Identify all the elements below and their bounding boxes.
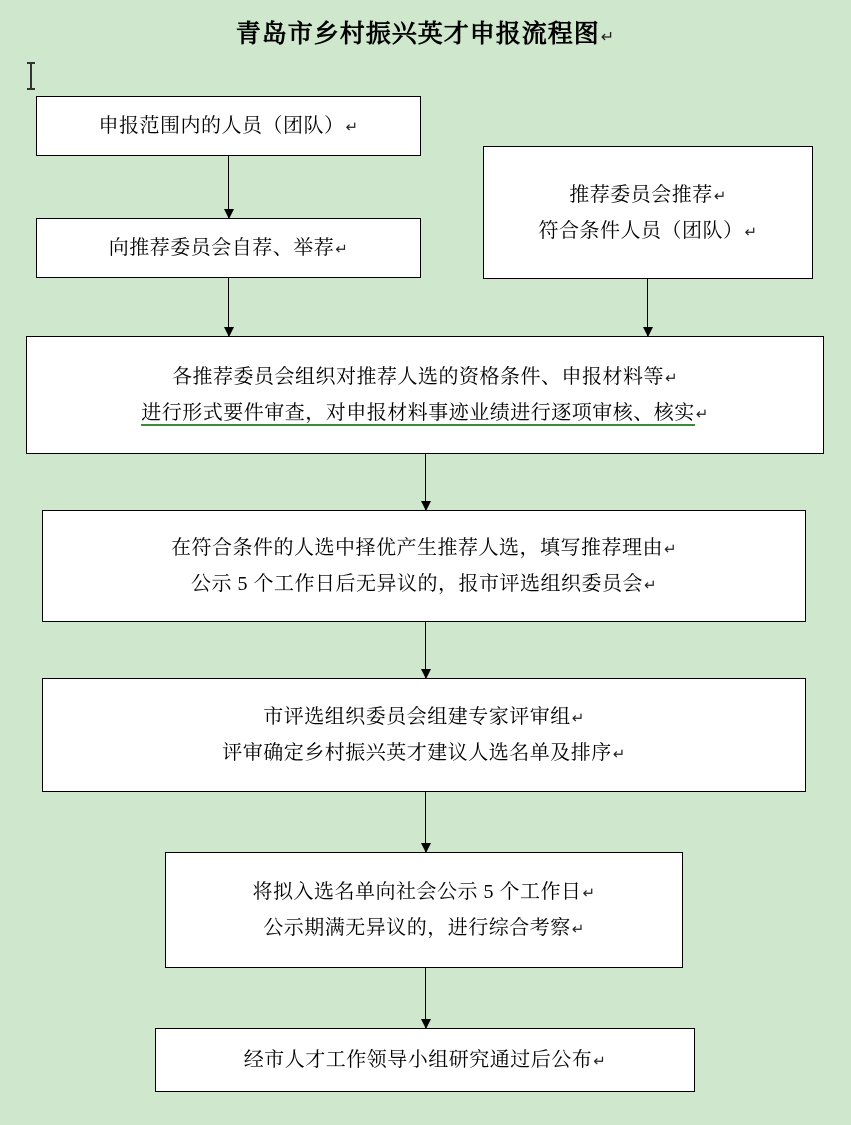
- node-qualification-review[interactable]: [26, 336, 824, 454]
- arrow-applicants-to-self-recommend: [228, 156, 229, 218]
- arrow-expert-to-notice: [425, 792, 426, 852]
- arrow-notice-to-approval: [425, 968, 426, 1028]
- page-title-text: 青岛市乡村振兴英才申报流程图: [235, 21, 600, 48]
- node-committee-recommend-line-2: 符合条件人员（团队）: [538, 219, 744, 242]
- paragraph-mark: ↵: [643, 577, 658, 594]
- node-self-recommend[interactable]: [36, 218, 421, 278]
- paragraph-mark-title: ↵: [600, 29, 616, 46]
- paragraph-mark: ↵: [612, 746, 626, 763]
- node-public-notice[interactable]: [165, 852, 683, 968]
- node-select-publicize[interactable]: [42, 510, 806, 622]
- node-select-publicize-line-1: 在符合条件的人选中择优产生推荐人选，填写推荐理由: [170, 537, 663, 559]
- node-committee-recommend[interactable]: [483, 146, 813, 279]
- node-self-recommend-line-1: 向推荐委员会自荐、举荐: [108, 237, 335, 259]
- paragraph-mark: ↵: [345, 119, 359, 136]
- node-expert-panel[interactable]: [42, 678, 806, 792]
- paragraph-mark: ↵: [713, 187, 727, 205]
- node-final-approval[interactable]: [155, 1028, 695, 1092]
- node-applicants-line-1: 申报范围内的人员（团队）: [98, 115, 345, 137]
- paragraph-mark: ↵: [571, 921, 585, 938]
- paragraph-mark: ↵: [664, 370, 679, 387]
- paragraph-mark: ↵: [744, 223, 758, 241]
- node-qualification-review-line-1: 各推荐委员会组织对推荐人选的资格条件、申报材料等: [171, 366, 664, 388]
- node-public-notice-line-2: 公示期满无异议的，进行综合考察: [263, 917, 571, 939]
- node-qualification-review-line-2: 进行形式要件审查，对申报材料事迹业绩进行逐项审核、核实: [141, 402, 695, 424]
- arrow-review-to-select: [425, 454, 426, 510]
- node-public-notice-line-1: 将拟入选名单向社会公示 5 个工作日: [252, 881, 582, 903]
- arrow-committee-to-review: [647, 279, 648, 336]
- node-expert-panel-line-1: 市评选组织委员会组建专家评审组: [263, 706, 571, 728]
- paragraph-mark: ↵: [663, 541, 678, 558]
- node-committee-recommend-line-1: 推荐委员会推荐: [569, 183, 713, 206]
- paragraph-mark: ↵: [593, 1053, 607, 1070]
- node-applicants[interactable]: [36, 96, 421, 156]
- paragraph-mark: ↵: [571, 710, 585, 727]
- node-select-publicize-line-2: 公示 5 个工作日后无异议的，报市评选组织委员会: [190, 573, 643, 595]
- arrow-self-recommend-to-review: [228, 278, 229, 336]
- paragraph-mark: ↵: [335, 241, 349, 258]
- page-title: [0, 14, 851, 50]
- text-cursor: [30, 62, 32, 90]
- node-final-approval-line-1: 经市人才工作领导小组研究通过后公布: [243, 1049, 593, 1071]
- arrow-select-to-expert: [425, 622, 426, 678]
- node-expert-panel-line-2: 评审确定乡村振兴英才建议人选名单及排序: [222, 742, 612, 764]
- paragraph-mark: ↵: [695, 406, 709, 423]
- paragraph-mark: ↵: [582, 885, 596, 902]
